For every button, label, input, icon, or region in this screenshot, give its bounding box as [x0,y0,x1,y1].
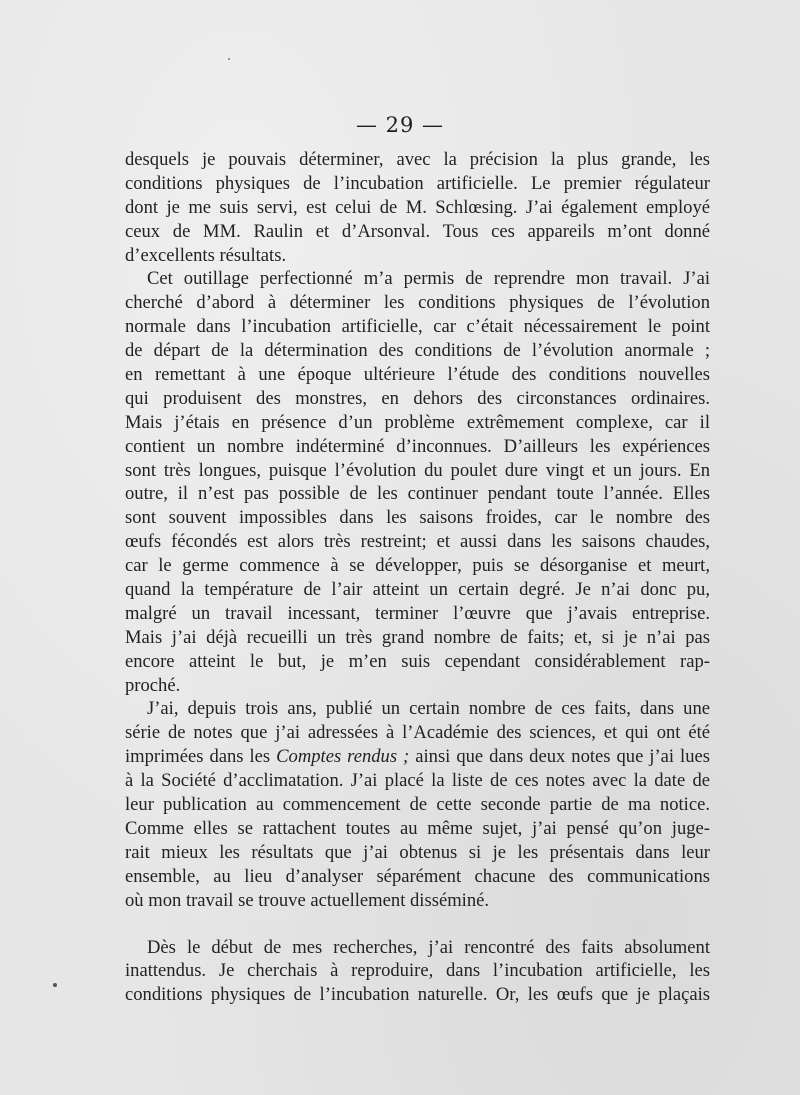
text-segment: ainsi que dans deux notes que j’ai lues [409,746,711,768]
text-line: conditions physiques de l’incubation naturelle. Or, les œufs que je plaçais [125,984,710,1006]
text-line: ceux de MM. Raulin et d’Arsonval. Tous ces appareils m’ont donné [125,220,710,242]
text-line: ensemble, au lieu d’analyser séparément chacune des communications [125,865,710,887]
text-line: outre, il n’est pas possible de les continuer pendant toute l’année. Elles [125,483,710,505]
text-line: dont je me suis servi, est celui de M. Schlœsing. J’ai également employé [125,196,710,218]
text-line: sont souvent impossibles dans les saisons froides, car le nombre des [125,507,710,529]
text-line: sont très longues, puisque l’évolution du poulet dure vingt et un jours. En [125,459,710,481]
text-line: leur publication au commencement de cette seconde partie de ma notice. [125,794,710,816]
paragraph-2 [125,267,710,697]
text-line: en remettant à une époque ultérieure l’étude des conditions nouvelles [125,364,710,386]
journal-title: Comptes rendus ; [276,746,410,768]
text-line: J’ai, depuis trois ans, publié un certain nombre de ces faits, dans une [147,698,710,720]
text-line: d’excellents résultats. [125,244,287,266]
text-line: conditions physiques de l’incubation artificielle. Le premier régulateur [125,172,710,194]
text-line: de départ de la détermination des conditions de l’évolution anormale ; [125,340,710,362]
text-line: série de notes que j’ai adressées à l’Académie des sciences, et qui ont été [125,722,710,744]
paragraph-3 [125,697,710,912]
text-line: Cet outillage perfectionné m’a permis de reprendre mon travail. J’ai [147,268,710,290]
text-line: proché. [125,674,181,696]
body-text [125,148,710,1007]
text-line: encore atteint le but, je m’en suis cependant considérablement rap- [125,650,710,672]
scan-speck [228,58,230,60]
text-line: inattendus. Je cherchais à reproduire, dans l’incubation artificielle, les [125,960,710,982]
text-line: contient un nombre indéterminé d’inconnues. D’ailleurs les expériences [125,435,710,457]
text-line: qui produisent des monstres, en dehors des circonstances ordinaires. [125,387,710,409]
text-line: Comme elles se rattachent toutes au même sujet, j’ai pensé qu’on juge- [125,817,710,839]
text-line: Mais j’étais en présence d’un problème extrêmement complexe, car il [125,411,710,433]
text-line-with-italic [125,745,710,769]
text-line: rait mieux les résultats que j’ai obtenus si je les présentais dans leur [125,841,710,863]
page-number: — 29 — [355,113,445,137]
text-line: œufs fécondés est alors très restreint; et aussi dans les saisons chaudes, [125,531,710,553]
text-line: Mais j’ai déjà recueilli un très grand nombre de faits; et, si je n’ai pas [125,626,710,648]
text-segment: imprimées dans les [125,746,277,768]
text-line: quand la température de l’air atteint un certain degré. Je n’ai donc pu, [125,579,710,601]
text-line: Dès le début de mes recherches, j’ai rencontré des faits absolument [147,936,710,958]
text-line: car le germe commence à se développer, puis se désorganise et meurt, [125,555,710,577]
text-line: malgré un travail incessant, terminer l’œuvre que j’avais entreprise. [125,602,710,624]
paragraph-4 [125,936,710,1008]
scan-speck [53,983,57,987]
text-line: desquels je pouvais déterminer, avec la précision la plus grande, les [125,149,710,170]
paragraph-gap [125,913,710,936]
text-line: normale dans l’incubation artificielle, car c’était nécessairement le point [125,316,710,338]
text-line: où mon travail se trouve actuellement disséminé. [125,889,490,911]
text-line: à la Société d’acclimatation. J’ai placé la liste de ces notes avec la date de [125,770,710,792]
paragraph-1 [125,148,710,267]
text-line: cherché d’abord à déterminer les conditions physiques de l’évolution [125,292,710,314]
